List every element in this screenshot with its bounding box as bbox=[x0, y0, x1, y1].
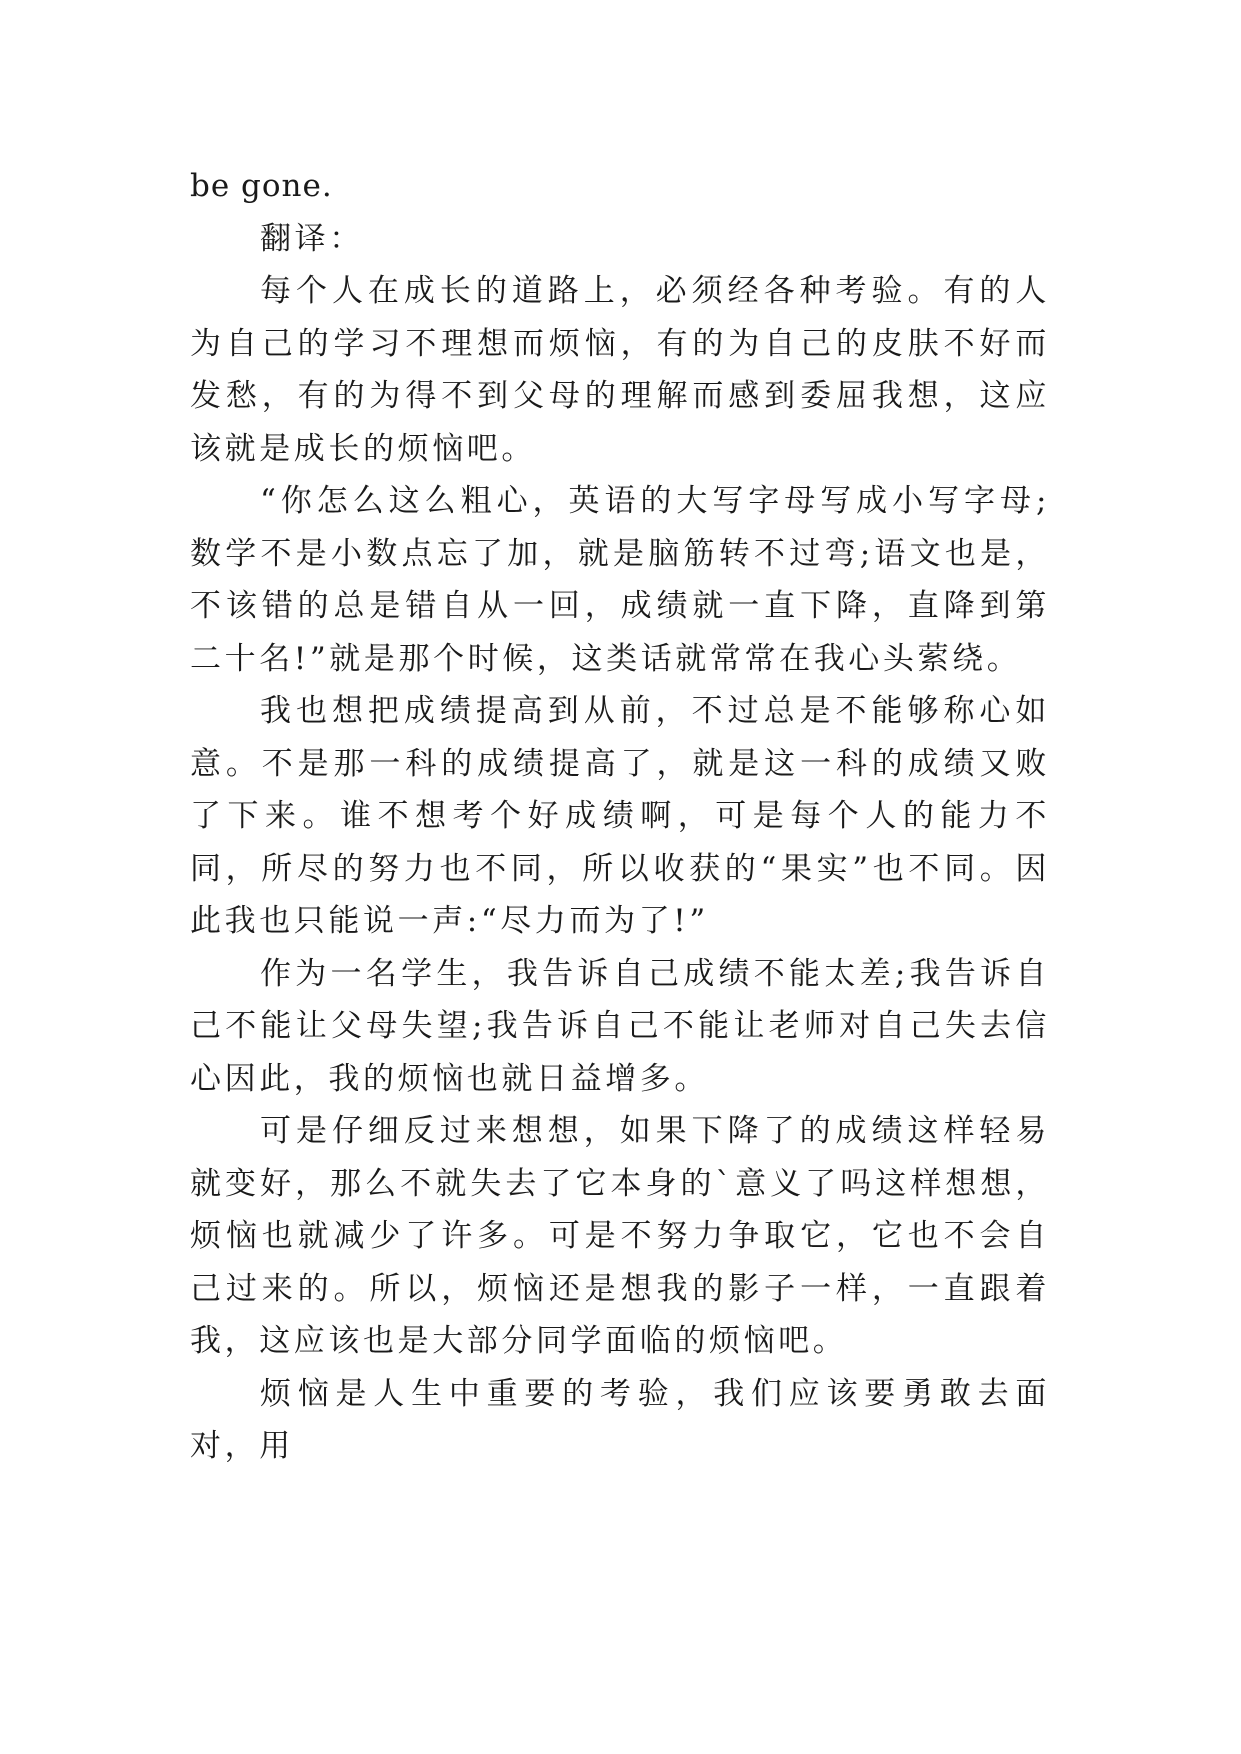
paragraph-1: 每个人在成长的道路上，必须经各种考验。有的人为自己的学习不理想而烦恼，有的为自己的皮肤不好而发愁，有的为得不到父母的理解而感到委屈我想，这应该就是成长的烦恼吧。 bbox=[190, 273, 1050, 467]
paragraph-3: 我也想把成绩提高到从前，不过总是不能够称心如意。不是那一科的成绩提高了，就是这一科的成绩又败了下来。谁不想考个好成绩啊，可是每个人的能力不同，所尽的努力也不同，所以收获的“果实”也不同。因此我也只能说一声:“尽力而为了!” bbox=[190, 693, 1050, 939]
paragraph-4: 作为一名学生，我告诉自己成绩不能太差;我告诉自己不能让父母失望;我告诉自己不能让老师对自己失去信心因此，我的烦恼也就日益增多。 bbox=[190, 955, 1050, 1097]
paragraph-2: “你怎么这么粗心，英语的大写字母写成小写字母;数学不是小数点忘了加，就是脑筋转不过弯;语文也是，不该错的总是错自从一回，成绩就一直下降，直降到第二十名!”就是那个时候，这类话就常常在我心头萦绕。 bbox=[190, 483, 1050, 677]
translation-heading: 翻译： bbox=[260, 220, 364, 257]
document-body bbox=[190, 160, 1050, 1473]
paragraph-5: 可是仔细反过来想想，如果下降了的成绩这样轻易就变好，那么不就失去了它本身的`意义了吗这样想想，烦恼也就减少了许多。可是不努力争取它，它也不会自己过来的。所以，烦恼还是想我的影子一样，一直跟着我，这应该也是大部分同学面临的烦恼吧。 bbox=[190, 1113, 1050, 1359]
paragraph-6: 烦恼是人生中重要的考验，我们应该要勇敢去面对，用 bbox=[190, 1375, 1050, 1464]
continued-line: be gone. bbox=[190, 168, 333, 204]
